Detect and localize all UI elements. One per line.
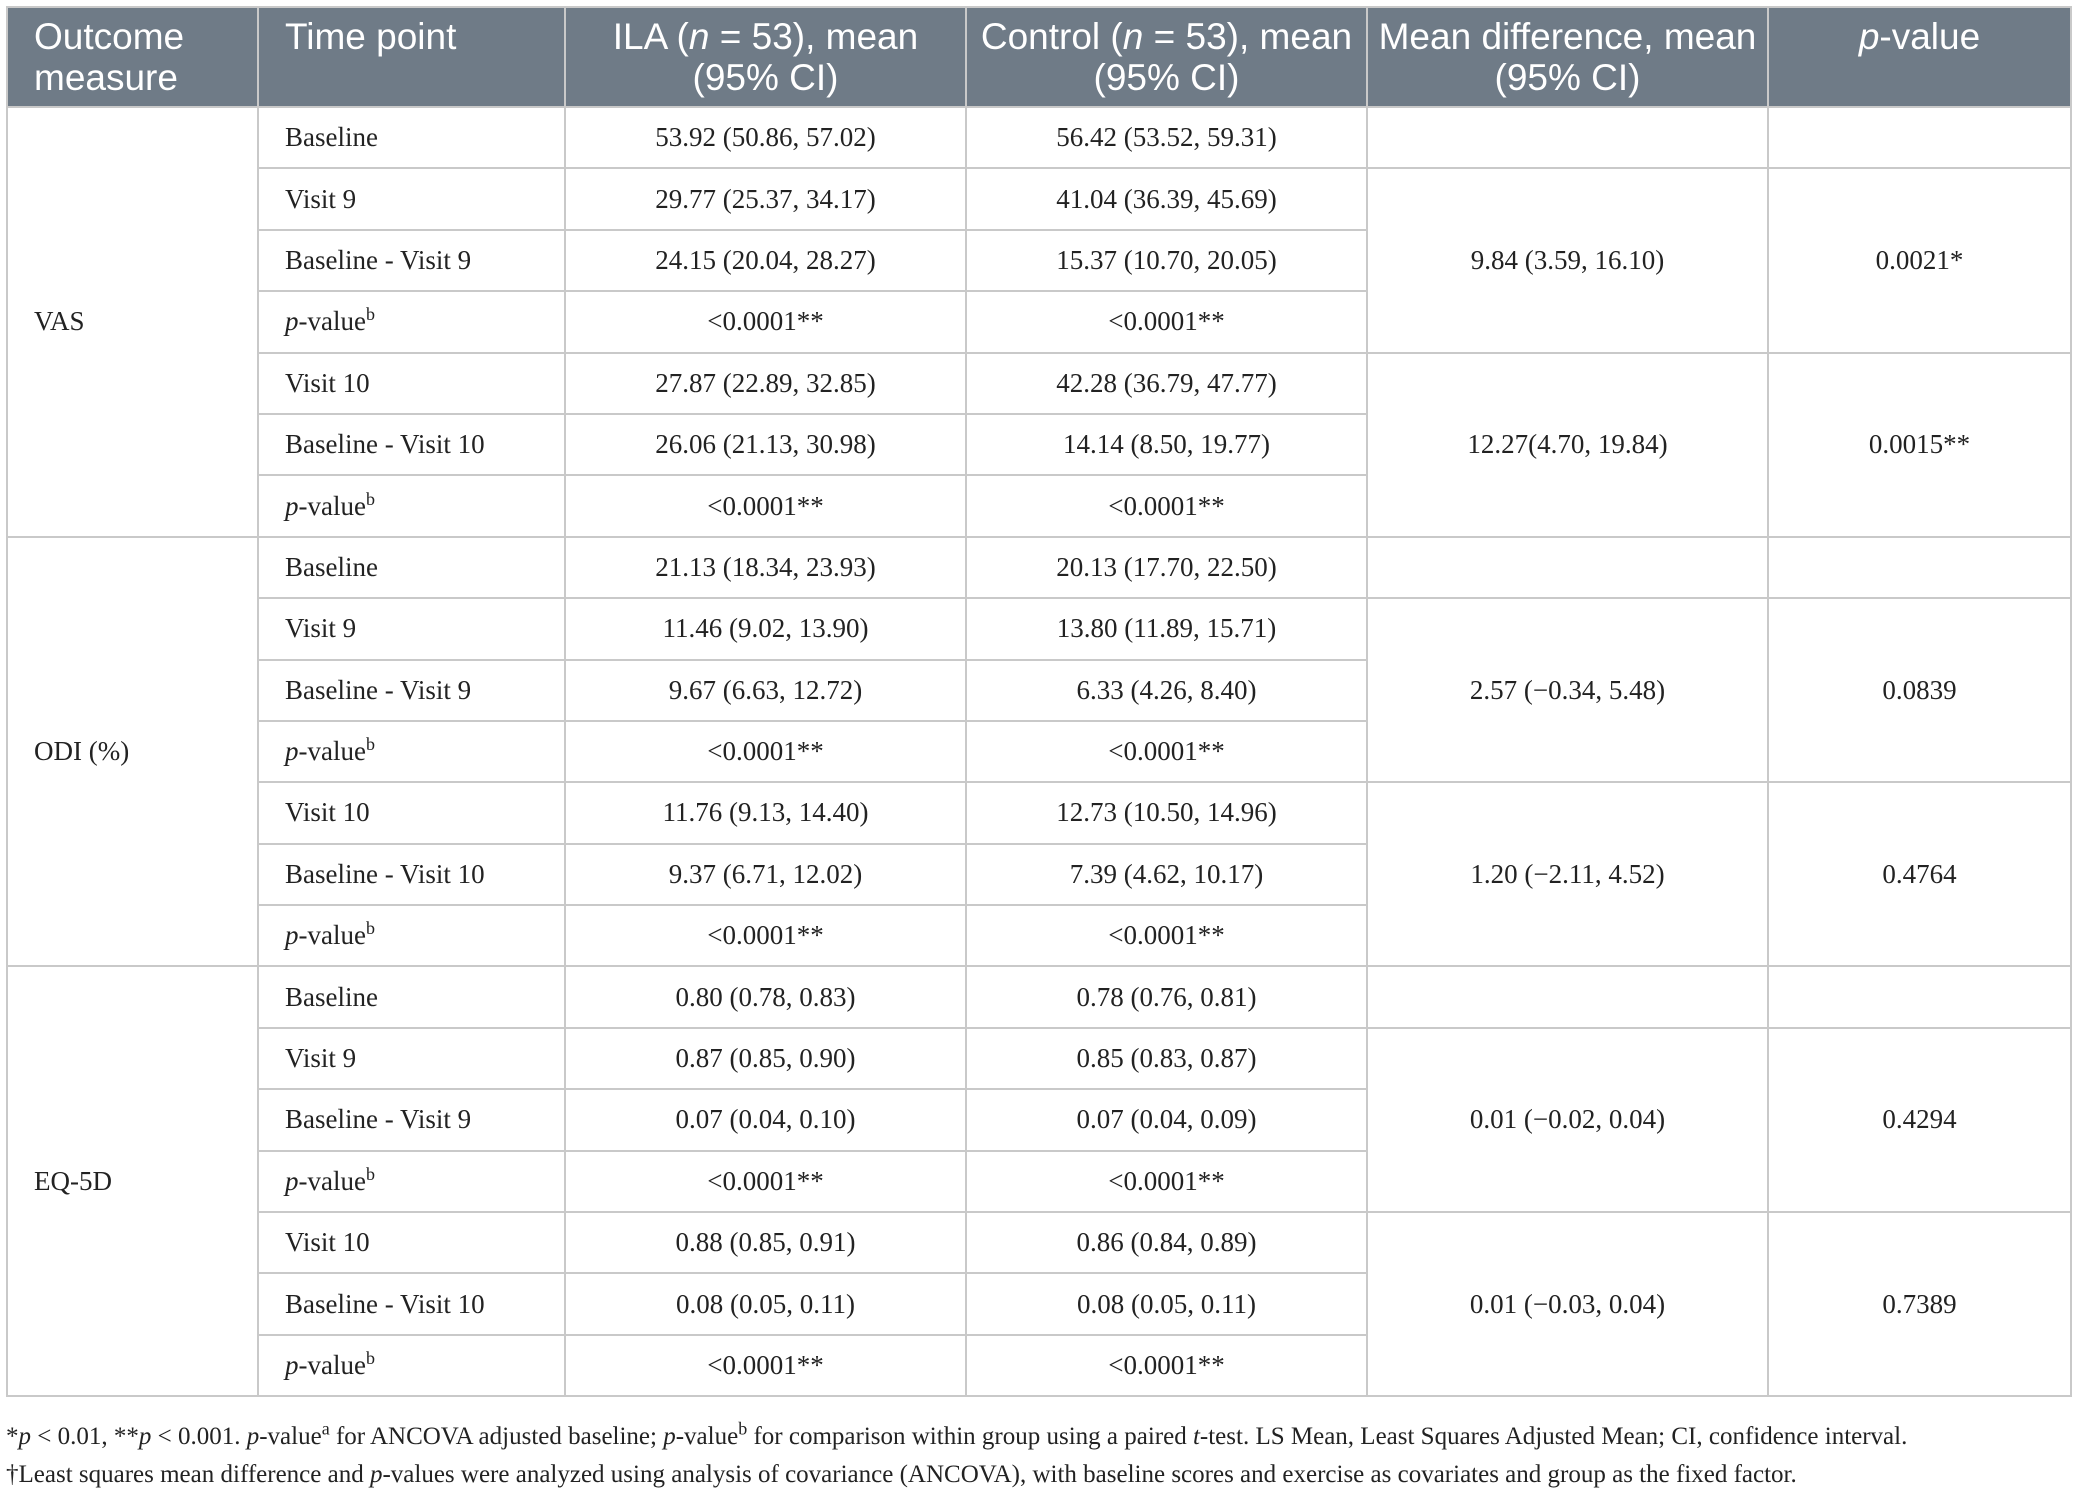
control-value-cell: 0.78 (0.76, 0.81) — [966, 966, 1367, 1027]
time-point-cell: Baseline — [258, 537, 565, 598]
time-point-cell: Baseline - Visit 9 — [258, 1089, 565, 1150]
control-value-cell: 0.07 (0.04, 0.09) — [966, 1089, 1367, 1150]
time-point-cell: Baseline - Visit 10 — [258, 844, 565, 905]
ila-value-cell: 21.13 (18.34, 23.93) — [565, 537, 966, 598]
p-value-cell: 0.0015** — [1768, 353, 2071, 537]
p-value-cell: 0.4764 — [1768, 782, 2071, 966]
control-value-cell: 20.13 (17.70, 22.50) — [966, 537, 1367, 598]
header-ila: ILA (n = 53), mean (95% CI) — [565, 7, 966, 107]
p-value-cell-empty — [1768, 966, 2071, 1027]
superscript-b: b — [365, 918, 375, 939]
table-row — [7, 1028, 2071, 1089]
ila-value-cell: 24.15 (20.04, 28.27) — [565, 230, 966, 291]
p-value-cell: 0.0839 — [1768, 598, 2071, 782]
table-row — [7, 1212, 2071, 1273]
ila-value-cell: <0.0001** — [565, 1151, 966, 1212]
time-point-cell — [258, 1335, 565, 1396]
ila-value-cell: 9.37 (6.71, 12.02) — [565, 844, 966, 905]
time-point-cell: Visit 9 — [258, 1028, 565, 1089]
header-p-value: p-value — [1768, 7, 2071, 107]
time-point-cell: Baseline - Visit 9 — [258, 230, 565, 291]
superscript-b: b — [365, 1348, 375, 1368]
ila-value-cell: 0.87 (0.85, 0.90) — [565, 1028, 966, 1089]
ila-value-cell: 26.06 (21.13, 30.98) — [565, 414, 966, 475]
mean-difference-cell-empty — [1367, 537, 1768, 598]
control-value-cell: <0.0001** — [966, 1335, 1367, 1396]
time-point-cell: Visit 10 — [258, 1212, 565, 1273]
mean-difference-cell-empty — [1367, 966, 1768, 1027]
outcome-measure-cell: EQ-5D — [7, 966, 258, 1396]
p-italic: p — [285, 1350, 299, 1380]
ila-value-cell: 0.88 (0.85, 0.91) — [565, 1212, 966, 1273]
control-value-cell: 42.28 (36.79, 47.77) — [966, 353, 1367, 414]
control-value-cell: 7.39 (4.62, 10.17) — [966, 844, 1367, 905]
mean-difference-cell: 0.01 (−0.02, 0.04) — [1367, 1028, 1768, 1212]
ila-value-cell: 0.08 (0.05, 0.11) — [565, 1273, 966, 1334]
mean-difference-cell-empty — [1367, 107, 1768, 168]
ila-value-cell: 29.77 (25.37, 34.17) — [565, 168, 966, 229]
control-value-cell: 0.85 (0.83, 0.87) — [966, 1028, 1367, 1089]
ila-value-cell: <0.0001** — [565, 721, 966, 782]
p-value-label: -value — [298, 920, 366, 951]
results-table — [6, 6, 2072, 1397]
superscript-b: b — [365, 488, 375, 509]
table-row — [7, 107, 2071, 168]
mean-difference-cell: 1.20 (−2.11, 4.52) — [1367, 782, 1768, 966]
control-value-cell: <0.0001** — [966, 1151, 1367, 1212]
control-value-cell: <0.0001** — [966, 905, 1367, 966]
p-value-label: -value — [298, 1165, 366, 1196]
table-row — [7, 168, 2071, 229]
header-mean-difference: Mean difference, mean (95% CI) — [1367, 7, 1768, 107]
control-value-cell: 13.80 (11.89, 15.71) — [966, 598, 1367, 659]
table-footnotes — [6, 1418, 2070, 1494]
outcome-measure-cell: ODI (%) — [7, 537, 258, 967]
time-point-cell: Baseline - Visit 10 — [258, 1273, 565, 1334]
table-row — [7, 782, 2071, 843]
time-point-cell — [258, 291, 565, 352]
table-row — [7, 966, 2071, 1027]
control-value-cell: <0.0001** — [966, 291, 1367, 352]
mean-difference-cell: 12.27(4.70, 19.84) — [1367, 353, 1768, 537]
table-row — [7, 353, 2071, 414]
time-point-cell: Baseline - Visit 9 — [258, 660, 565, 721]
control-value-cell: 56.42 (53.52, 59.31) — [966, 107, 1367, 168]
p-italic: p — [285, 1165, 299, 1196]
time-point-cell: Baseline - Visit 10 — [258, 414, 565, 475]
header-control: Control (n = 53), mean (95% CI) — [966, 7, 1367, 107]
ila-value-cell: 9.67 (6.63, 12.72) — [565, 660, 966, 721]
ila-value-cell: 0.80 (0.78, 0.83) — [565, 966, 966, 1027]
p-value-label: -value — [298, 1350, 366, 1380]
superscript-b: b — [365, 304, 375, 325]
p-value-cell-empty — [1768, 537, 2071, 598]
control-value-cell: 0.08 (0.05, 0.11) — [966, 1273, 1367, 1334]
time-point-cell — [258, 1151, 565, 1212]
ila-value-cell: <0.0001** — [565, 291, 966, 352]
time-point-cell — [258, 905, 565, 966]
results-table-container — [6, 6, 2070, 1397]
time-point-cell: Baseline — [258, 966, 565, 1027]
header-time-point: Time point — [258, 7, 565, 107]
time-point-cell: Visit 10 — [258, 782, 565, 843]
ila-value-cell: 0.07 (0.04, 0.10) — [565, 1089, 966, 1150]
mean-difference-cell: 0.01 (−0.03, 0.04) — [1367, 1212, 1768, 1396]
control-value-cell: 6.33 (4.26, 8.40) — [966, 660, 1367, 721]
control-value-cell: 14.14 (8.50, 19.77) — [966, 414, 1367, 475]
control-value-cell: 41.04 (36.39, 45.69) — [966, 168, 1367, 229]
p-value-label: -value — [298, 490, 366, 521]
p-italic: p — [285, 920, 299, 951]
p-italic: p — [285, 736, 299, 767]
time-point-cell: Visit 9 — [258, 168, 565, 229]
control-value-cell: <0.0001** — [966, 721, 1367, 782]
control-value-cell: 0.86 (0.84, 0.89) — [966, 1212, 1367, 1273]
time-point-cell: Visit 9 — [258, 598, 565, 659]
ila-value-cell: <0.0001** — [565, 905, 966, 966]
ila-value-cell: 27.87 (22.89, 32.85) — [565, 353, 966, 414]
p-italic: p — [285, 306, 299, 337]
ila-value-cell: 11.46 (9.02, 13.90) — [565, 598, 966, 659]
superscript-b: b — [365, 1163, 375, 1184]
ila-value-cell: <0.0001** — [565, 1335, 966, 1396]
header-row — [7, 7, 2071, 107]
footnote-line-2: †Least squares mean difference and p-values were analyzed using analysis of covariance (ANCOVA), with baseline scores and exercise as covariates and group as the fixed factor. — [6, 1461, 1797, 1488]
table-body — [7, 107, 2071, 1396]
ila-value-cell: 53.92 (50.86, 57.02) — [565, 107, 966, 168]
table-row — [7, 537, 2071, 598]
p-value-cell: 0.0021* — [1768, 168, 2071, 352]
control-value-cell: 12.73 (10.50, 14.96) — [966, 782, 1367, 843]
time-point-cell — [258, 475, 565, 536]
superscript-b: b — [365, 734, 375, 755]
time-point-cell: Visit 10 — [258, 353, 565, 414]
p-value-label: -value — [298, 306, 366, 337]
p-value-label: -value — [298, 736, 366, 767]
footnote-line-1: *p < 0.01, **p < 0.001. p-value$^a$ for ANCOVA adjusted baseline; p-value$^b$ for comparison within group using a paired t-test. LS Mean, Least Squares Adjusted Mean; CI, confidence interval. — [6, 1418, 1908, 1450]
p-value-cell: 0.7389 — [1768, 1212, 2071, 1396]
ila-value-cell: <0.0001** — [565, 475, 966, 536]
control-value-cell: <0.0001** — [966, 475, 1367, 536]
time-point-cell — [258, 721, 565, 782]
header-outcome-measure: Outcome measure — [7, 7, 258, 107]
p-italic: p — [285, 490, 299, 521]
mean-difference-cell: 2.57 (−0.34, 5.48) — [1367, 598, 1768, 782]
mean-difference-cell: 9.84 (3.59, 16.10) — [1367, 168, 1768, 352]
outcome-measure-cell: VAS — [7, 107, 258, 537]
control-value-cell: 15.37 (10.70, 20.05) — [966, 230, 1367, 291]
table-row — [7, 598, 2071, 659]
p-value-cell: 0.4294 — [1768, 1028, 2071, 1212]
time-point-cell: Baseline — [258, 107, 565, 168]
ila-value-cell: 11.76 (9.13, 14.40) — [565, 782, 966, 843]
p-value-cell-empty — [1768, 107, 2071, 168]
